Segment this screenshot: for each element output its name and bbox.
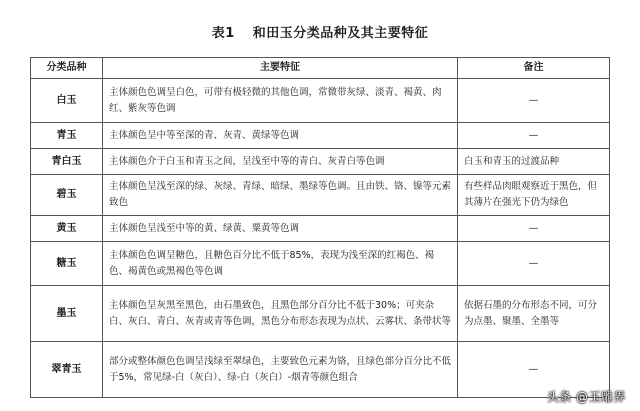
category-cell: 青玉 xyxy=(31,123,103,149)
feature-cell: 主体颜色色调呈白色，可带有极轻微的其他色调，常微带灰绿、淡青、褐黄、肉红、紫灰等色调 xyxy=(103,79,458,123)
category-cell: 黄玉 xyxy=(31,216,103,242)
note-cell: 有些样品肉眼观察近于黑色，但其薄片在强光下仍为绿色 xyxy=(458,175,610,216)
note-cell: — xyxy=(458,79,610,123)
category-cell: 糖玉 xyxy=(31,242,103,286)
note-cell: 白玉和青玉的过渡品种 xyxy=(458,149,610,175)
note-cell: — xyxy=(458,342,610,398)
category-cell: 翠青玉 xyxy=(31,342,103,398)
feature-cell: 主体颜色呈中等至深的青、灰青、黄绿等色调 xyxy=(103,123,458,149)
classification-table xyxy=(30,57,610,398)
category-cell: 白玉 xyxy=(31,79,103,123)
table-header-row xyxy=(31,58,610,79)
table-row xyxy=(31,175,610,216)
table-caption xyxy=(0,22,640,41)
table-row xyxy=(31,242,610,286)
note-cell: 依据石墨的分布形态不同，可分为点墨、聚墨、全墨等 xyxy=(458,286,610,342)
table-row xyxy=(31,342,610,398)
note-cell: — xyxy=(458,242,610,286)
table-title: 和田玉分类品种及其主要特征 xyxy=(252,26,429,41)
note-cell: — xyxy=(458,123,610,149)
table-number: 表1 xyxy=(211,26,235,41)
watermark: 头条 @玉雕界 xyxy=(546,390,626,404)
header-feature: 主要特征 xyxy=(103,58,458,79)
table-row xyxy=(31,149,610,175)
category-cell: 墨玉 xyxy=(31,286,103,342)
feature-cell: 主体颜色呈灰黑至黑色，由石墨致色，且黑色部分百分比不低于30%；可夹杂白、灰白、青白、灰青或青等色调，黑色分布形态表现为点状、云雾状、条带状等 xyxy=(103,286,458,342)
table-row xyxy=(31,216,610,242)
table-row xyxy=(31,123,610,149)
table-row xyxy=(31,286,610,342)
table-row xyxy=(31,79,610,123)
feature-cell: 主体颜色介于白玉和青玉之间，呈浅至中等的青白、灰青白等色调 xyxy=(103,149,458,175)
feature-cell: 主体颜色呈浅至深的绿、灰绿、青绿、暗绿、墨绿等色调。且由铁、铬、镍等元素致色 xyxy=(103,175,458,216)
feature-cell: 部分或整体颜色色调呈浅绿至翠绿色，主要致色元素为铬，且绿色部分百分比不低于5%，常见绿-白（灰白）、绿-白（灰白）-烟青等颜色组合 xyxy=(103,342,458,398)
note-cell: — xyxy=(458,216,610,242)
feature-cell: 主体颜色色调呈糖色，且糖色百分比不低于85%，表现为浅至深的红褐色、褐色、褐黄色或黑褐色等色调 xyxy=(103,242,458,286)
feature-cell: 主体颜色呈浅至中等的黄、绿黄、粟黄等色调 xyxy=(103,216,458,242)
header-note: 备注 xyxy=(458,58,610,79)
category-cell: 青白玉 xyxy=(31,149,103,175)
category-cell: 碧玉 xyxy=(31,175,103,216)
header-category: 分类品种 xyxy=(31,58,103,79)
